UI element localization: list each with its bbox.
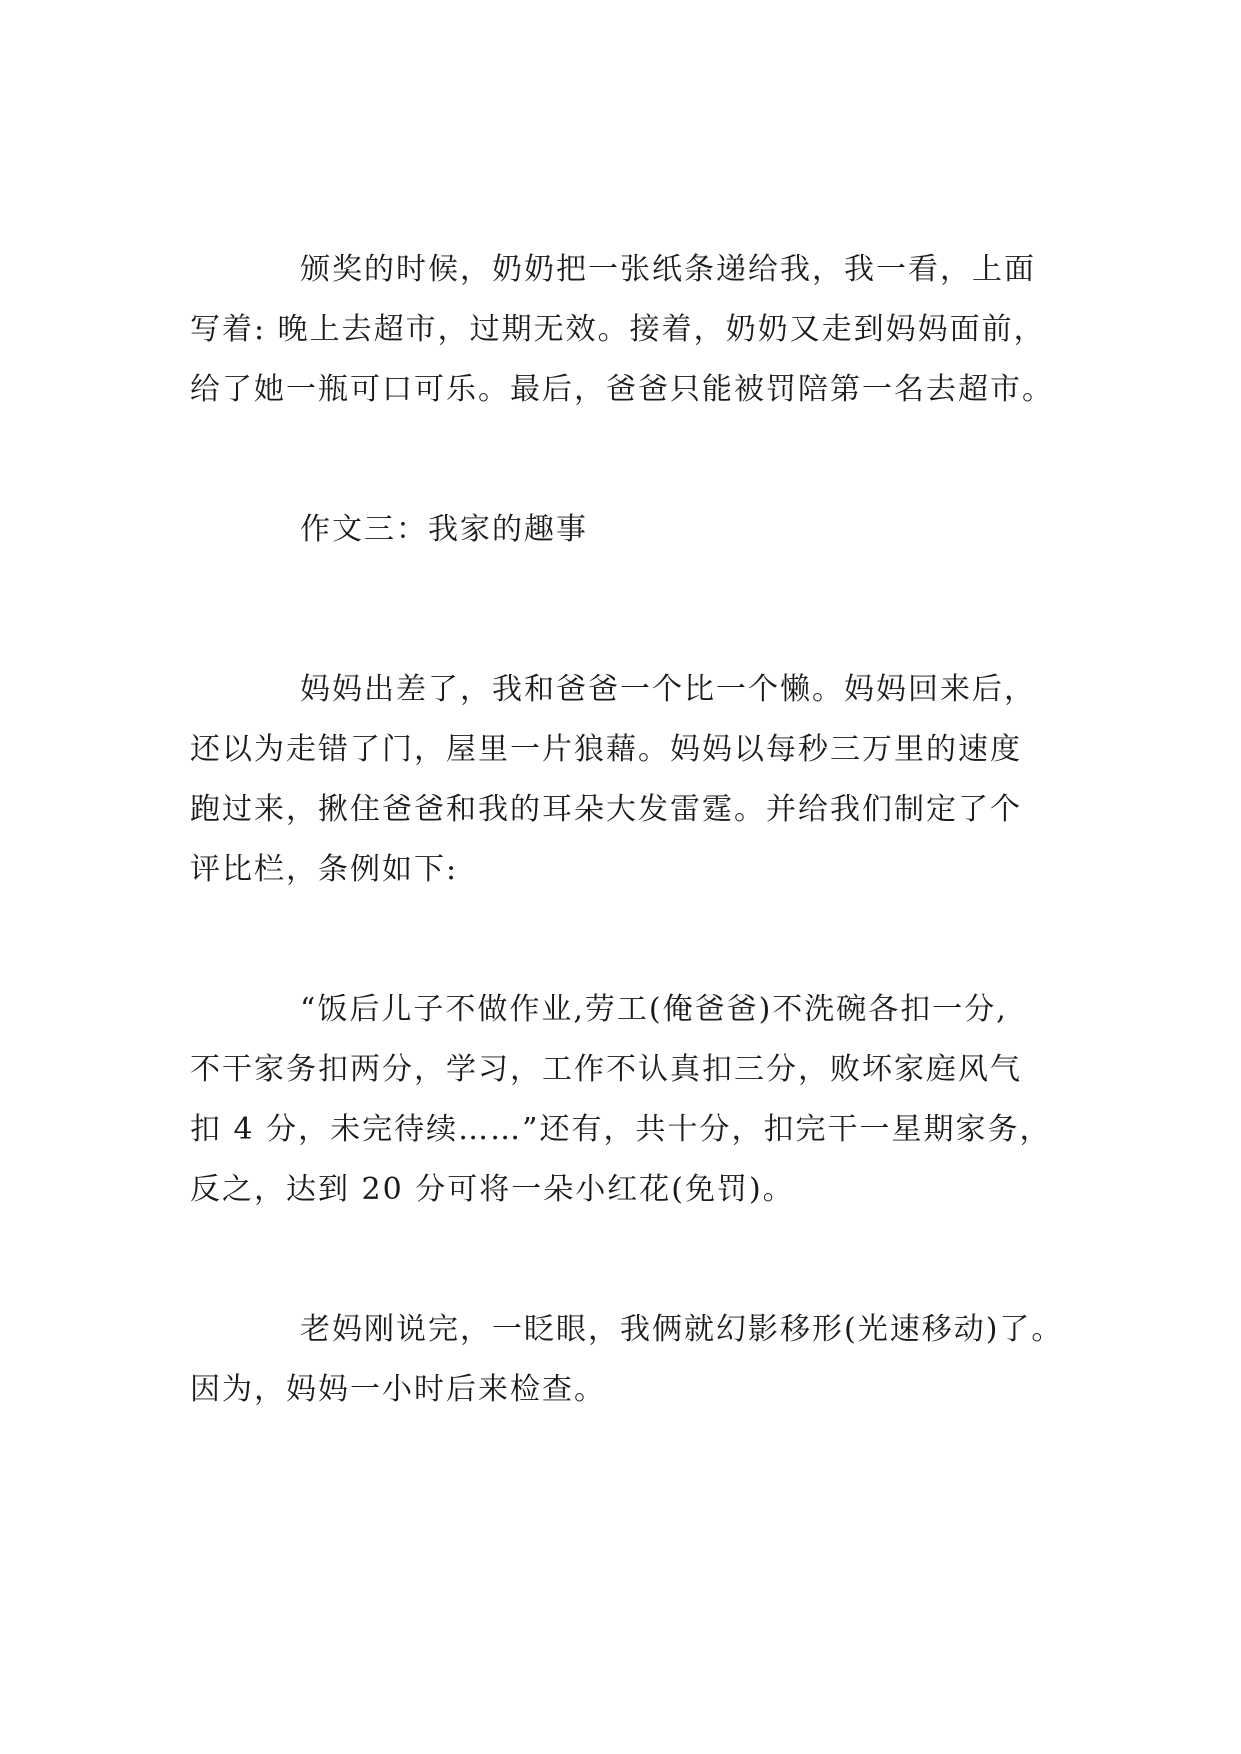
- paragraph-ending: [190, 1300, 1064, 1420]
- paragraph-line: 反之，达到 20 分可将一朵小红花(免罚)。: [190, 1172, 795, 1207]
- paragraph-award: [190, 240, 1060, 420]
- paragraph-line: 给了她一瓶可口可乐。最后，爸爸只能被罚陪第一名去超市。: [190, 372, 1054, 407]
- paragraph-line: 还以为走错了门，屋里一片狼藉。妈妈以每秒三万里的速度: [190, 732, 1022, 767]
- paragraph-line: “饭后儿子不做作业,劳工(俺爸爸)不洗碗各扣一分,: [300, 992, 1008, 1027]
- paragraph-line: 妈妈出差了，我和爸爸一个比一个懒。妈妈回来后，: [300, 672, 1036, 707]
- paragraph-line: 评比栏，条例如下:: [190, 852, 459, 887]
- paragraph-line: 跑过来，揪住爸爸和我的耳朵大发雷霆。并给我们制定了个: [190, 792, 1022, 827]
- essay-title: 作文三：我家的趣事: [300, 512, 588, 547]
- paragraph-line: 扣 4 分，未完待续……”还有，共十分，扣完干一星期家务，: [190, 1112, 1052, 1147]
- paragraph-line: 颁奖的时候，奶奶把一张纸条递给我，我一看，上面: [300, 252, 1036, 287]
- paragraph-line: 老妈刚说完，一眨眼，我俩就幻影移形(光速移动)了。: [300, 1312, 1064, 1347]
- paragraph-mom-trip: [190, 660, 1060, 900]
- paragraph-line: 不干家务扣两分，学习，工作不认真扣三分，败坏家庭风气: [190, 1052, 1022, 1087]
- paragraph-line: 写着: 晚上去超市，过期无效。接着，奶奶又走到妈妈面前，: [190, 312, 1046, 347]
- paragraph-line: 因为，妈妈一小时后来检查。: [190, 1372, 606, 1407]
- paragraph-rules: [190, 980, 1060, 1220]
